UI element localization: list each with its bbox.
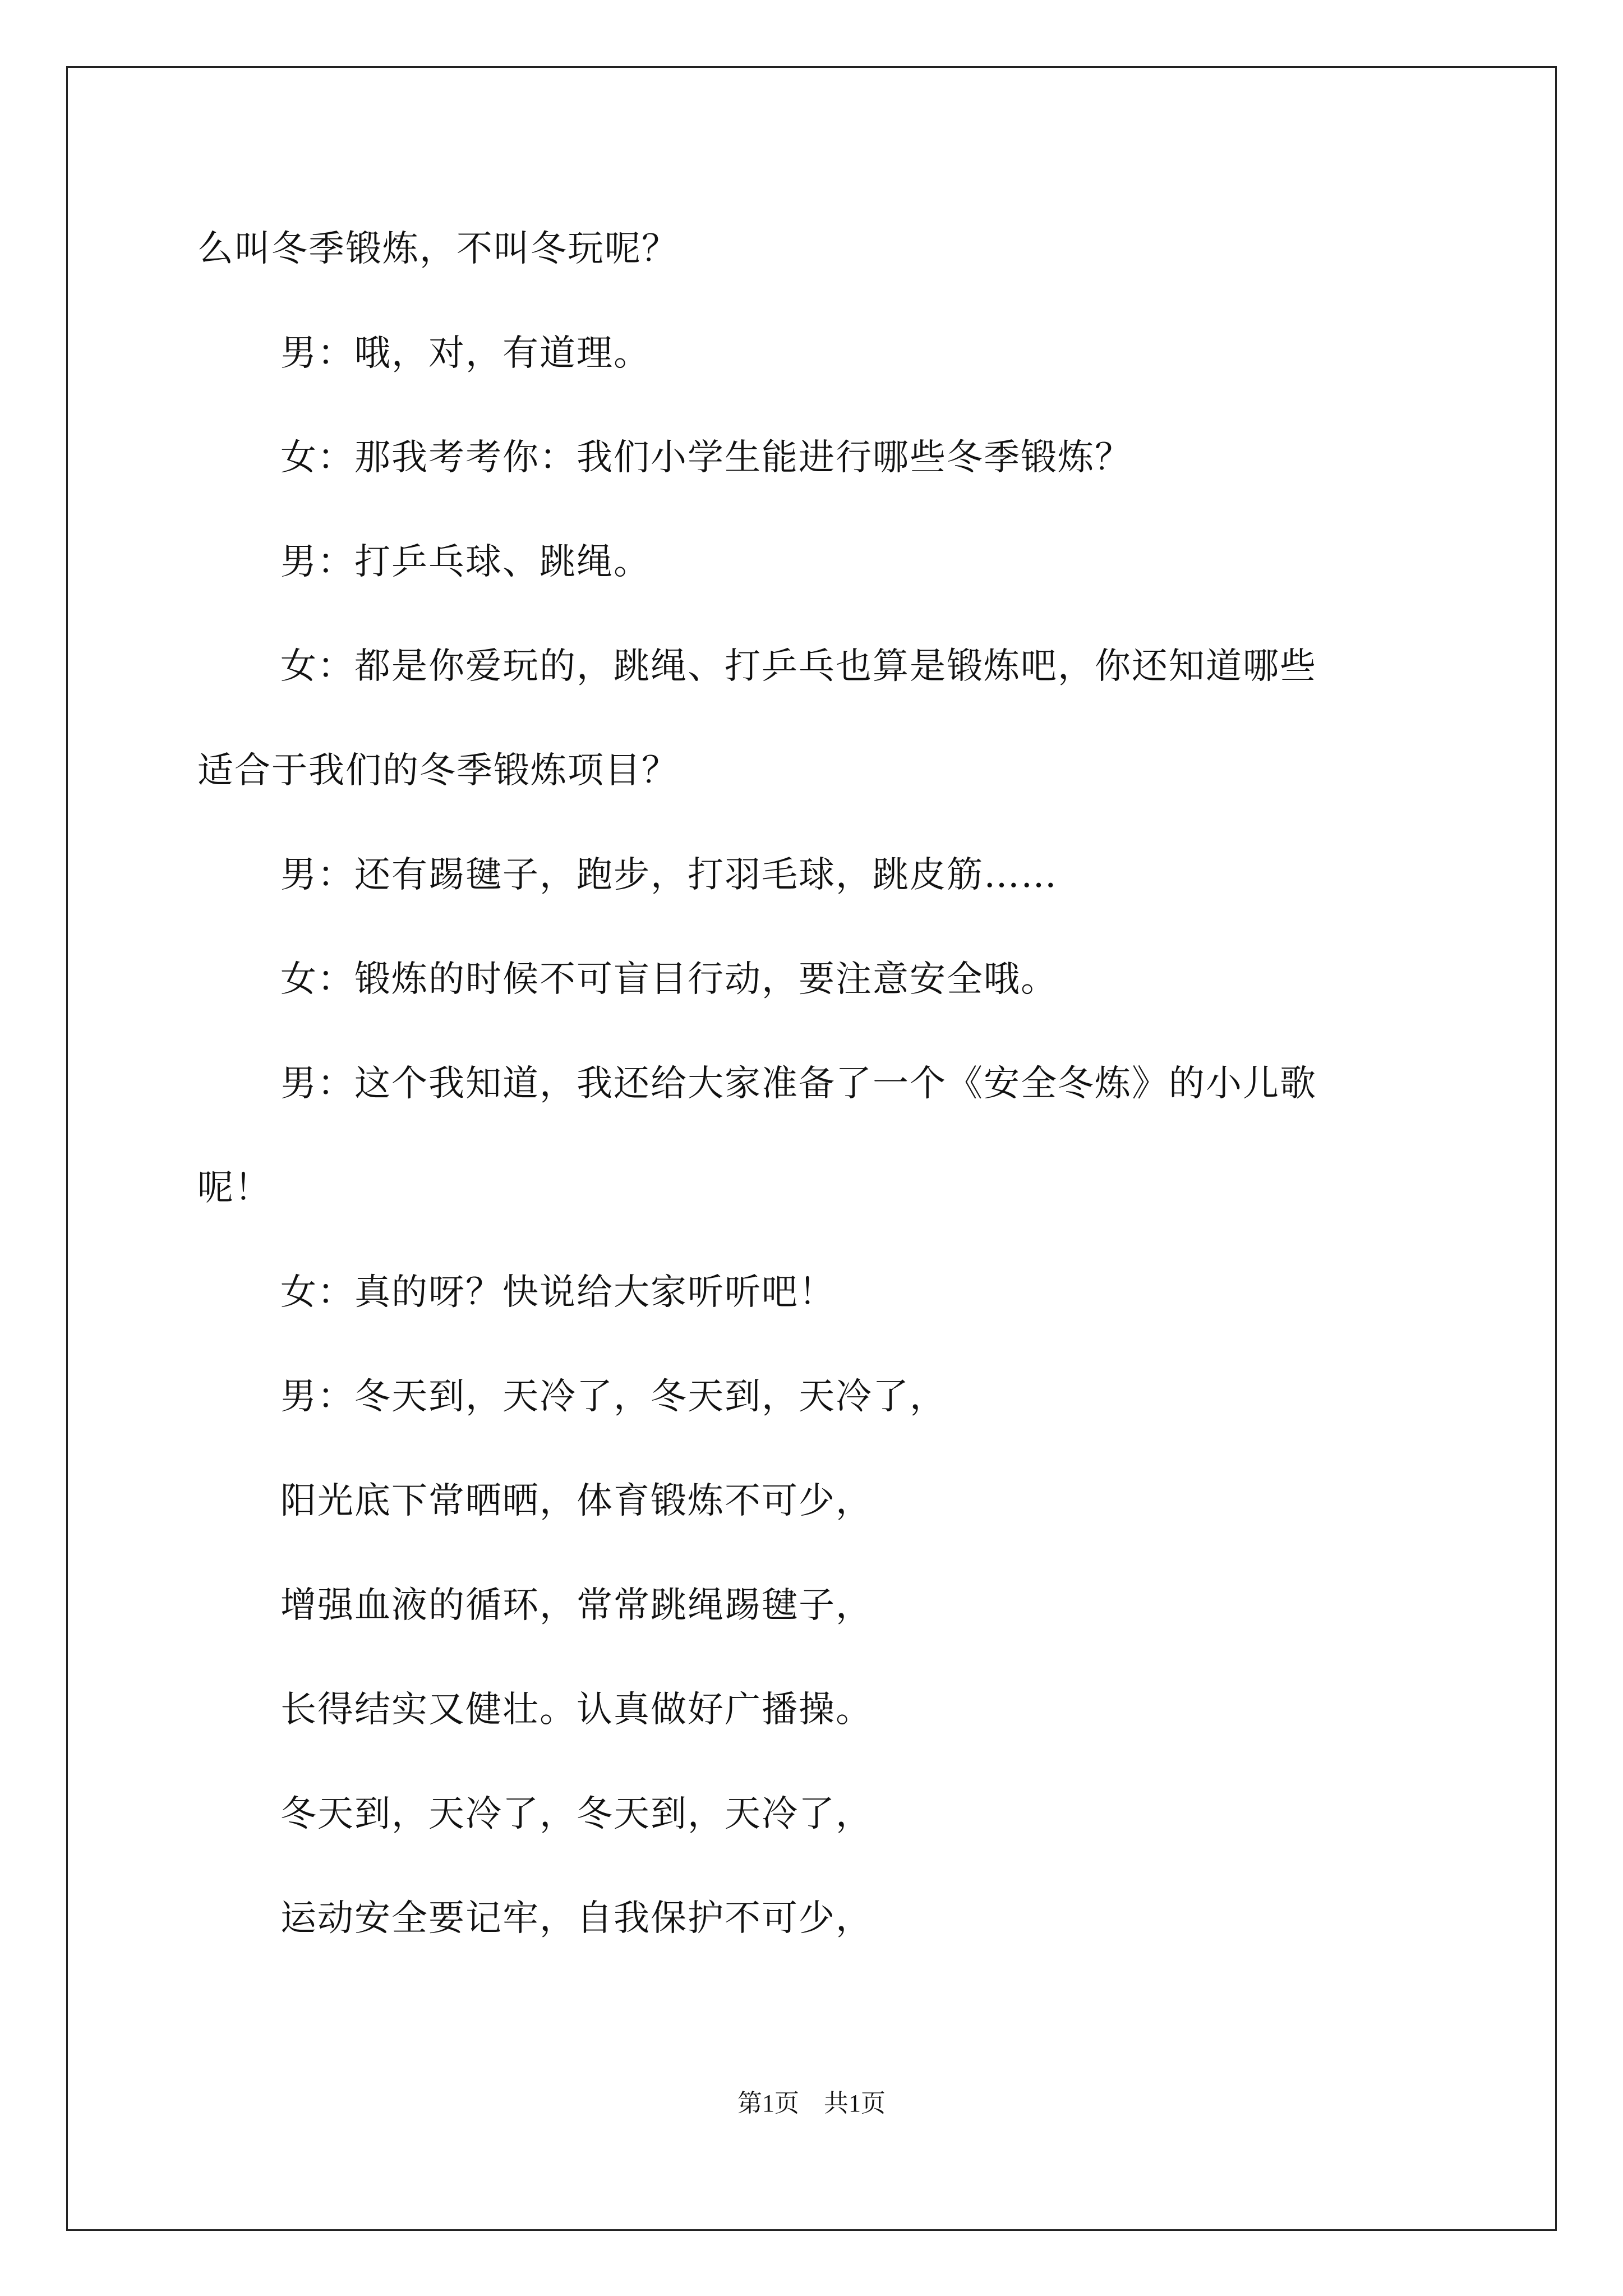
text-line: 运动安全要记牢，自我保护不可少， bbox=[280, 1898, 873, 1939]
text-line: 女：都是你爱玩的，跳绳、打乒乓也算是锻炼吧，你还知道哪些 bbox=[280, 646, 1317, 687]
text-line: 女：那我考考你：我们小学生能进行哪些冬季锻炼？ bbox=[280, 437, 1132, 478]
text-line: 男：冬天到，天冷了，冬天到，天冷了， bbox=[280, 1376, 947, 1418]
page-footer: 第1页 共1页 bbox=[737, 2090, 886, 2117]
text-line: 男：打乒乓球、跳绳。 bbox=[280, 541, 651, 583]
text-line: 男：哦，对，有道理。 bbox=[280, 333, 651, 374]
text-line: 女：锻炼的时候不可盲目行动，要注意安全哦。 bbox=[280, 959, 1058, 1000]
text-line: 男：还有踢毽子，跑步，打羽毛球，跳皮筋…… bbox=[280, 854, 1058, 896]
text-line: 增强血液的循环，常常跳绳踢毽子， bbox=[280, 1585, 873, 1626]
text-line: 阳光底下常晒晒，体育锻炼不可少， bbox=[280, 1480, 873, 1522]
text-line: 男：这个我知道，我还给大家准备了一个《安全冬炼》的小儿歌 bbox=[280, 1063, 1317, 1105]
text-line: 长得结实又健壮。认真做好广播操。 bbox=[280, 1689, 873, 1731]
text-line: 呢！ bbox=[197, 1167, 271, 1209]
text-line: 女：真的呀？快说给大家听听吧！ bbox=[280, 1272, 836, 1313]
text-line: 适合于我们的冬季锻炼项目？ bbox=[197, 750, 679, 792]
text-line: 么叫冬季锻炼，不叫冬玩呢？ bbox=[197, 228, 679, 270]
text-line: 冬天到，天冷了，冬天到，天冷了， bbox=[280, 1793, 873, 1835]
